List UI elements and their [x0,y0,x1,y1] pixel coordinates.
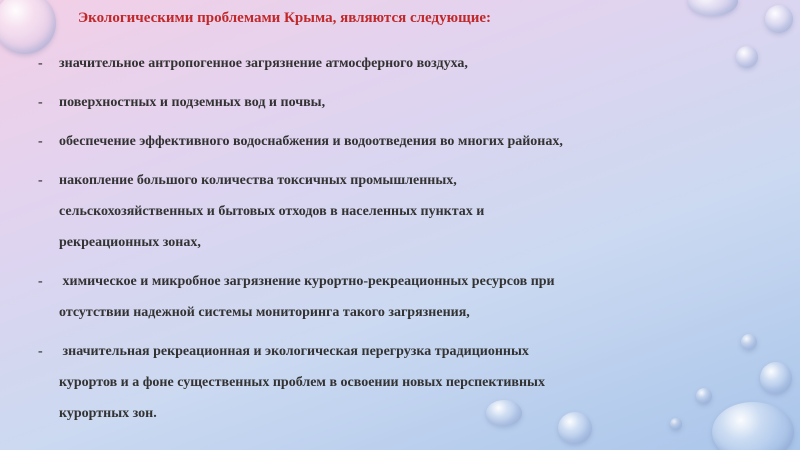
bubble-decoration [688,0,738,16]
list-item-line: курортов и а фоне существенных проблем в освоении новых перспективных [59,375,545,390]
list-item [38,87,738,118]
bullet-dash: - [38,274,43,289]
list-item [38,165,738,258]
list-item-line: накопление большого количества токсичных промышленных, [59,173,457,188]
bullet-dash: - [38,95,43,110]
list-item [38,336,738,429]
bubble-decoration [741,334,757,350]
list-item [38,48,738,79]
list-item-line: значительная рекреационная и экологическая перегрузка традиционных [59,344,529,359]
list-item-line: отсутствии надежной системы мониторинга такого загрязнения, [59,305,470,320]
list-item-line: химическое и микробное загрязнение курортно-рекреационных ресурсов при [59,274,555,289]
bullet-dash: - [38,56,43,71]
list-item-line: курортных зон. [59,406,157,421]
bubble-decoration [760,362,792,394]
list-item [38,266,738,328]
list-item-line: обеспечение эффективного водоснабжения и водоотведения во многих районах, [59,134,563,149]
bullet-dash: - [38,134,43,149]
list-item-line: сельскохозяйственных и бытовых отходов в населенных пунктах и [59,204,485,219]
list-item-line: поверхностных и подземных вод и почвы, [59,95,326,110]
bubble-decoration [736,46,758,68]
list-item [38,126,738,157]
bullet-dash: - [38,344,43,359]
bubble-decoration [765,5,793,33]
problem-list [38,48,738,429]
bullet-dash: - [38,173,43,188]
list-item-line: значительное антропогенное загрязнение атмосферного воздуха, [59,56,468,71]
list-item-line: рекреационных зонах, [59,235,201,250]
bubble-decoration [0,0,56,54]
slide-title: Экологическими проблемами Крыма, являются следующие: [78,10,492,26]
